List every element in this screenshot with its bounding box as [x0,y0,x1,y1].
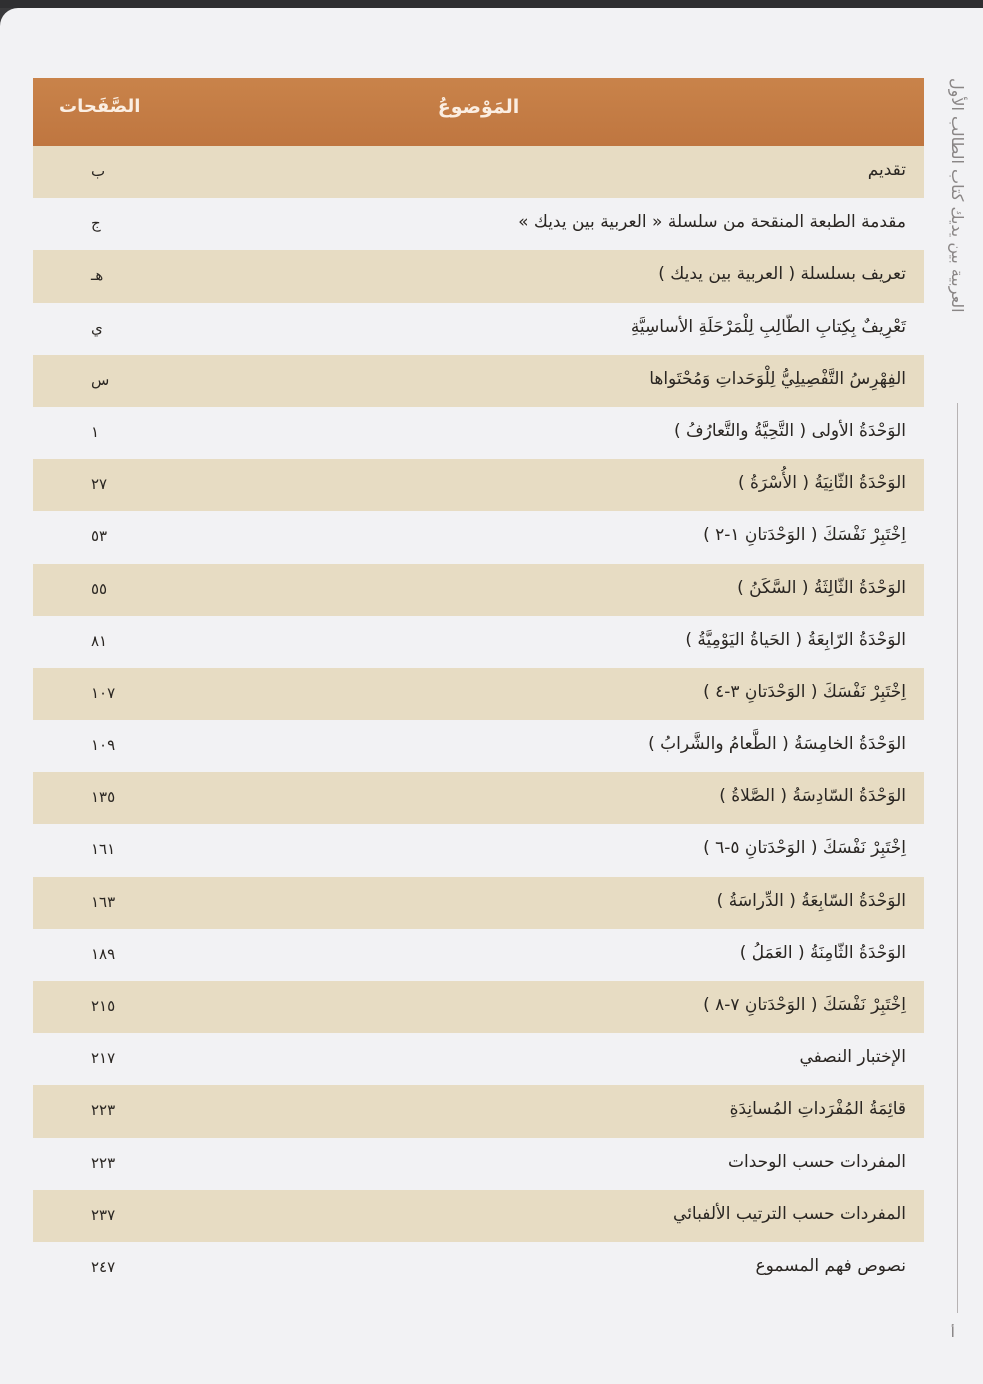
toc-row [33,929,924,981]
toc-row [33,772,924,824]
toc-entry-page: ٥٣ [91,527,108,546]
toc-row [33,981,924,1033]
book-title-vertical: العربية بين يديك كتاب الطالب الأول [948,78,967,313]
toc-entry-title: الوَحْدَةُ الثّالِثَةُ ( السَّكَنُ ) [737,577,906,598]
toc-entry-page: ج [91,214,101,233]
toc-row [33,407,924,459]
toc-entry-title: اِخْتَبِرْ نَفْسَكَ ( الوَحْدَتانِ ٥-٦ ) [703,838,906,859]
toc-entry-title: تَعْرِيفٌ بِكِتابِ الطّالِبِ لِلْمَرْحَلَةِ الأساسِيَّةِ [630,316,906,337]
toc-row [33,668,924,720]
toc-entry-title: اِخْتَبِرْ نَفْسَكَ ( الوَحْدَتانِ ٧-٨ ) [703,995,906,1015]
toc-entry-page: ٢٤٧ [91,1257,116,1276]
toc-row [33,1033,924,1085]
toc-row [33,824,924,876]
toc-row [33,616,924,668]
margin-divider [957,403,958,1313]
toc-row [33,877,924,929]
toc-entry-title: الوَحْدَةُ الخامِسَةُ ( الطَّعامُ والشَّرابُ ) [648,734,906,755]
toc-entry-title: الوَحْدَةُ السّادِسَةُ ( الصَّلاةُ ) [719,786,906,807]
toc-entry-title: نصوص فهم المسموع [755,1255,906,1276]
toc-entry-title: الوَحْدَةُ الثّانِيَةُ ( الأُسْرَةُ ) [737,473,906,494]
toc-row [33,1085,924,1137]
toc-entry-title: الوَحْدَةُ السّابِعَةُ ( الدِّراسَةُ ) [716,890,906,911]
toc-entry-page: ١٠٧ [91,683,116,702]
toc-entry-page: ١ [91,422,100,441]
toc-entry-page: ي [91,318,103,337]
toc-row [33,720,924,772]
subject-column-header: المَوْضوعُ [437,96,520,118]
toc-row [33,146,924,198]
table-of-contents [33,78,924,1294]
toc-row [33,1138,924,1190]
pages-column-header: الصَّفَحات [59,96,141,117]
toc-entry-page: ١٦١ [91,840,116,859]
toc-entry-page: ٢١٥ [91,997,116,1015]
toc-entry-title: الوَحْدَةُ الثّامِنَةُ ( العَمَلُ ) [739,942,906,963]
toc-header [33,78,924,146]
toc-entry-title: الإختبار النصفي [799,1047,906,1068]
book-page [0,8,983,1384]
toc-entry-page: ٥٥ [91,579,108,598]
page-number: أ [951,1326,955,1341]
toc-entry-title: الوَحْدَةُ الأولى ( التَّحِيَّةُ والتَّعارُفُ ) [674,420,906,441]
toc-entry-page: ٢٢٣ [91,1101,116,1120]
toc-row [33,511,924,563]
toc-entry-title: اِخْتَبِرْ نَفْسَكَ ( الوَحْدَتانِ ١-٢ ) [703,525,906,546]
toc-entry-page: س [91,370,110,389]
toc-row [33,198,924,250]
top-dark-edge [0,0,983,8]
toc-row [33,1242,924,1294]
toc-entry-page: ١٨٩ [91,944,116,963]
toc-entry-title: الفِهْرِسُ التَّفْصِيلِيُّ لِلْوَحَداتِ وَمُحْتَواها [649,368,906,389]
spine-label [940,78,974,398]
toc-rows [33,146,924,1294]
toc-entry-page: ب [91,162,106,180]
toc-entry-page: ١٠٩ [91,736,116,755]
toc-entry-title: تعريف بسلسلة ( العربية بين يديك ) [658,264,906,285]
toc-row [33,250,924,302]
toc-entry-page: ١٣٥ [91,788,116,807]
toc-entry-page: ٨١ [91,631,108,650]
toc-entry-title: قائِمَةُ المُفْرَداتِ المُسانِدَةِ [729,1099,906,1120]
toc-row [33,355,924,407]
toc-row [33,1190,924,1242]
toc-entry-title: المفردات حسب الترتيب الألفبائي [673,1203,906,1224]
toc-entry-title: اِخْتَبِرْ نَفْسَكَ ( الوَحْدَتانِ ٣-٤ ) [703,681,906,702]
toc-row [33,303,924,355]
toc-entry-title: الوَحْدَةُ الرّابِعَةُ ( الحَياةُ اليَوْمِيَّةُ ) [685,629,906,650]
toc-entry-page: ٢٣٧ [91,1205,116,1224]
toc-row [33,564,924,616]
toc-row [33,459,924,511]
toc-entry-page: ٢١٧ [91,1049,116,1068]
toc-entry-page: ٢٧ [91,475,108,494]
toc-entry-title: تقديم [867,160,906,180]
toc-entry-title: مقدمة الطبعة المنقحة من سلسلة « العربية بين يديك » [518,212,906,233]
toc-entry-page: هـ [91,266,104,285]
toc-entry-page: ١٦٣ [91,892,116,911]
toc-entry-title: المفردات حسب الوحدات [727,1151,906,1172]
toc-entry-page: ٢٢٣ [91,1153,116,1172]
